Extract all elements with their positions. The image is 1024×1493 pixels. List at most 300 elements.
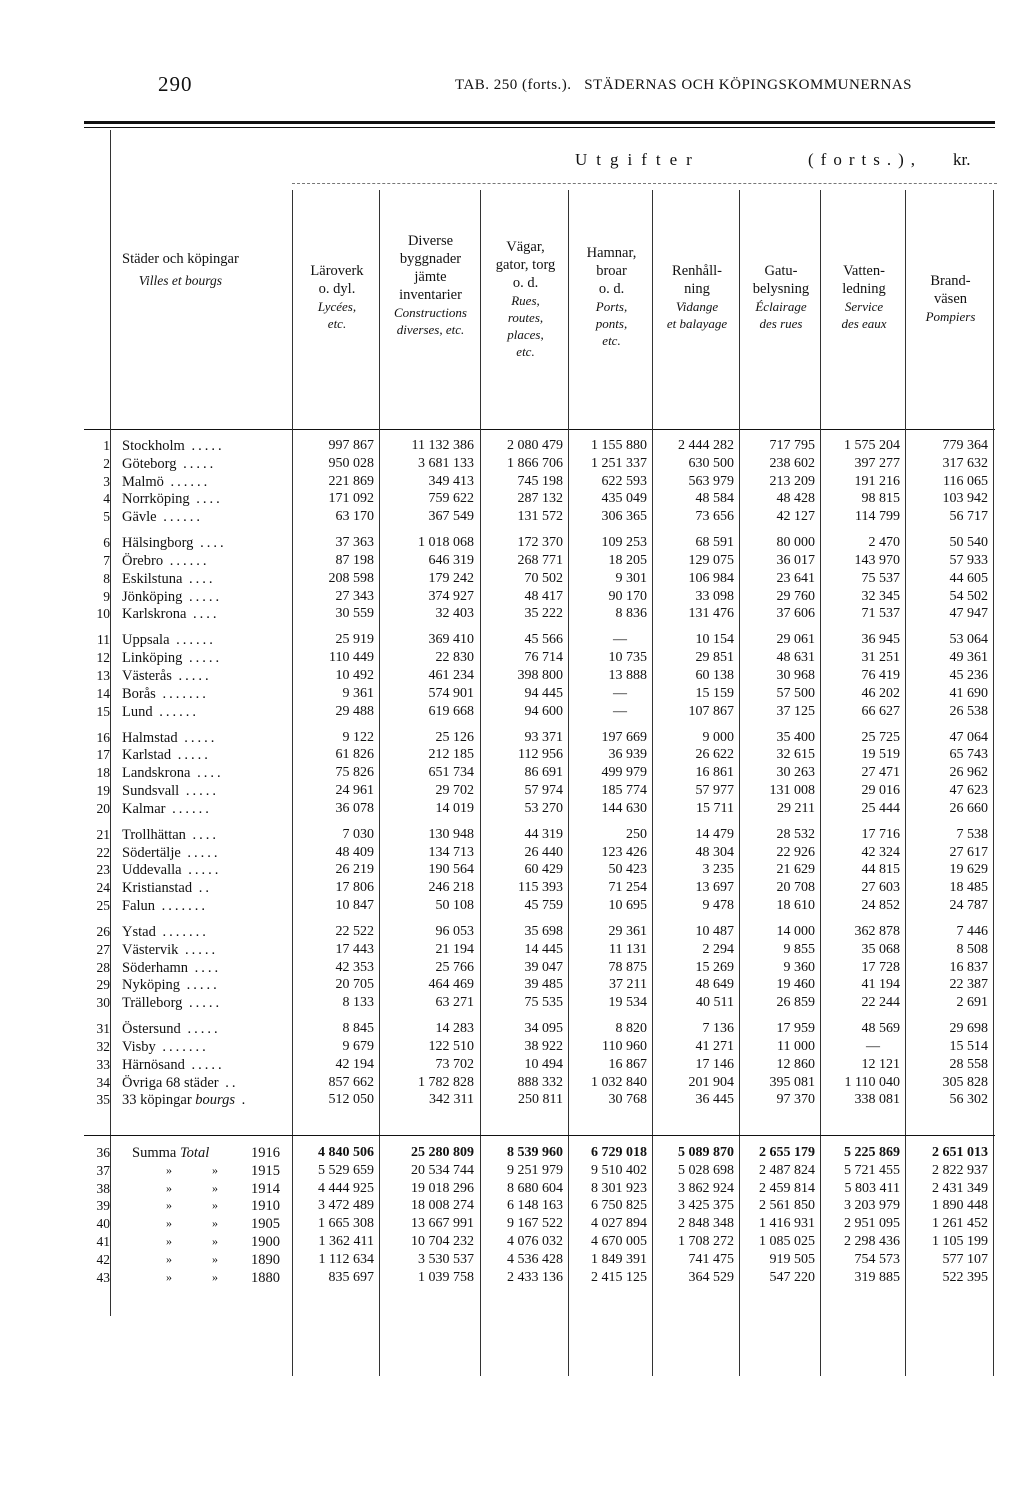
city-name	[122, 765, 224, 782]
table-cell: 997 867	[328, 438, 374, 453]
table-cell: 754 573	[854, 1251, 900, 1267]
col-sep	[993, 190, 994, 1376]
section-heading-forts: (forts.),	[808, 150, 922, 169]
table-cell: 15 269	[695, 959, 734, 975]
table-cell: 15 514	[949, 1039, 988, 1054]
ditto-mark: »	[212, 1216, 218, 1231]
city-name	[122, 880, 212, 897]
column-header-fr-line: Constructions	[394, 305, 467, 320]
city-label: Västervik	[122, 941, 179, 958]
column-header-fr-line: Vidange	[675, 299, 719, 314]
table-cell: 9 251 979	[507, 1162, 563, 1178]
city-name	[122, 553, 209, 570]
column-header-3	[480, 238, 571, 360]
row-number: 23	[96, 862, 110, 878]
city-name	[122, 509, 203, 526]
city-label: Stockholm	[122, 438, 185, 454]
table-cell: —	[613, 685, 627, 701]
table-cell: 48 417	[524, 588, 563, 604]
city-label: Hälsingborg	[122, 535, 194, 552]
row-number: 38	[96, 1180, 110, 1196]
table-cell: 367 549	[428, 509, 474, 525]
section-heading: Utgifter	[575, 150, 701, 169]
table-cell: 29 698	[949, 1021, 988, 1037]
city-label: Trälleborg	[122, 995, 183, 1012]
row-number: 9	[103, 588, 110, 604]
table-cell: 16 837	[949, 959, 988, 975]
table-cell: 26 660	[949, 800, 988, 816]
table-cell: 250 811	[518, 1092, 563, 1108]
row-number: 41	[96, 1234, 110, 1249]
city-name	[122, 491, 223, 508]
city-label: Ystad	[122, 924, 156, 940]
row-number: 24	[96, 880, 110, 896]
table-cell: 26 219	[335, 862, 374, 878]
ditto-mark: »	[166, 1251, 172, 1266]
row-number: 1	[103, 438, 110, 453]
row-number: 4	[103, 491, 110, 507]
column-header-5	[652, 262, 742, 332]
city-label: Kristianstad	[122, 880, 193, 897]
column-header-sv-line: o. d.	[512, 275, 539, 291]
table-cell: 50 423	[608, 862, 647, 878]
table-cell: 116 065	[943, 473, 988, 489]
column-header-4	[568, 244, 655, 349]
table-cell: 5 089 870	[678, 1145, 734, 1160]
column-header-sv-line: Diverse	[407, 233, 454, 249]
column-header-sv-line: byggnader	[399, 251, 462, 267]
leader-dots: .......	[155, 898, 209, 914]
table-cell: 10 494	[524, 1056, 563, 1072]
city-name	[122, 827, 219, 844]
table-cell: 10 487	[695, 924, 734, 939]
table-cell: 17 443	[335, 941, 374, 957]
table-cell: 1 251 337	[591, 455, 647, 471]
table-cell: 22 926	[776, 844, 815, 860]
table-cell: 32 345	[861, 588, 900, 604]
table-cell: 1 018 068	[418, 535, 474, 551]
table-cell: 2 431 349	[932, 1180, 988, 1196]
ditto-mark: »	[166, 1234, 172, 1248]
table-cell: 63 271	[435, 995, 474, 1011]
table-cell: 338 081	[854, 1092, 900, 1108]
table-cell: 397 277	[854, 455, 900, 471]
city-name	[122, 862, 221, 879]
city-name	[122, 704, 199, 721]
table-cell: 36 017	[776, 553, 815, 568]
total-year: 1900	[251, 1234, 280, 1250]
city-name	[122, 960, 221, 977]
table-cell: 342 311	[429, 1092, 474, 1108]
table-cell: 2 433 136	[507, 1269, 563, 1285]
table-cell: 268 771	[517, 553, 563, 568]
table-cell: 9 478	[702, 898, 734, 913]
table-cell: 17 728	[861, 959, 900, 975]
table-cell: 19 018 296	[411, 1180, 474, 1196]
table-cell: 41 271	[695, 1039, 734, 1054]
column-header-fr-line: diverses, etc.	[396, 322, 465, 337]
table-cell: 17 716	[861, 826, 900, 842]
table-cell: 3 425 375	[678, 1198, 734, 1214]
table-cell: 2 080 479	[507, 438, 563, 453]
leader-dots: ......	[152, 703, 199, 720]
table-cell: 6 148 163	[507, 1198, 563, 1214]
leader-dots: .......	[155, 685, 209, 702]
table-cell: 78 875	[608, 959, 647, 975]
table-cell: 107 867	[688, 703, 734, 719]
table-cell: 36 078	[335, 800, 374, 816]
table-cell: 759 622	[428, 491, 474, 507]
row-number: 8	[103, 570, 110, 586]
table-cell: 115 393	[518, 880, 563, 896]
ditto-mark: »	[166, 1216, 172, 1231]
table-cell: 2 655 179	[759, 1145, 815, 1160]
table-cell: 17 959	[776, 1021, 815, 1037]
leader-dots: ......	[163, 553, 210, 569]
table-cell: 73 656	[695, 509, 734, 525]
table-cell: 24 852	[861, 898, 900, 913]
column-header-sv-line: väsen	[933, 291, 967, 307]
leader-dots: .....	[180, 977, 220, 994]
table-cell: 221 869	[328, 473, 374, 489]
table-cell: 48 631	[776, 650, 815, 666]
table-cell: 349 413	[428, 473, 474, 489]
column-header-8	[905, 272, 996, 325]
row-number: 26	[96, 924, 110, 939]
row-number: 20	[96, 800, 110, 816]
column-header-fr-line: Service	[844, 299, 884, 314]
table-cell: 25 280 809	[411, 1145, 474, 1160]
city-label: Sundsvall	[122, 783, 180, 799]
table-cell: 33 098	[695, 588, 734, 604]
row-number: 18	[96, 765, 110, 781]
city-name	[122, 1021, 221, 1038]
ditto-mark: »	[212, 1162, 218, 1177]
table-cell: 369 410	[428, 632, 474, 648]
table-cell: 48 428	[776, 491, 815, 507]
table-cell: 32 615	[776, 747, 815, 763]
table-cell: 131 008	[769, 783, 815, 798]
city-name	[122, 650, 222, 667]
table-cell: 32 403	[435, 606, 474, 622]
city-label: Linköping	[122, 650, 183, 667]
table-cell: 10 847	[335, 898, 374, 913]
table-cell: 1 085 025	[759, 1234, 815, 1249]
table-cell: 14 000	[776, 924, 815, 939]
leader-dots: .....	[180, 1021, 221, 1038]
table-cell: 9 122	[342, 729, 374, 745]
table-cell: 27 343	[335, 588, 374, 604]
table-cell: 646 319	[428, 553, 474, 568]
row-number: 14	[96, 685, 110, 701]
table-cell: 38 922	[524, 1039, 563, 1054]
table-cell: 8 301 923	[591, 1180, 647, 1196]
table-cell: 9 679	[342, 1039, 374, 1054]
table-cell: 25 919	[335, 632, 374, 648]
table-cell: 619 668	[428, 703, 474, 719]
table-cell: 18 008 274	[411, 1198, 474, 1214]
table-cell: 29 488	[335, 703, 374, 719]
column-header-2	[379, 232, 482, 338]
row-number: 11	[97, 632, 110, 648]
column-header-sv-line: Hamnar,	[586, 245, 637, 261]
city-label: Jönköping	[122, 588, 183, 605]
table-cell: 48 649	[695, 977, 734, 993]
city-label: Västerås	[122, 668, 172, 684]
table-cell: 888 332	[517, 1074, 563, 1090]
section-unit: kr.	[953, 150, 971, 169]
row-number: 16	[96, 729, 110, 745]
table-cell: 3 472 489	[318, 1198, 374, 1214]
row-number: 3	[103, 473, 110, 489]
leader-dots: .....	[184, 438, 225, 454]
table-cell: 197 669	[601, 729, 647, 745]
city-name	[122, 801, 212, 818]
table-cell: 12 121	[861, 1056, 900, 1072]
table-cell: 12 860	[776, 1056, 815, 1072]
table-cell: 622 593	[601, 473, 647, 489]
row-number: 5	[103, 509, 110, 525]
table-cell: 2 848 348	[678, 1216, 734, 1232]
stub-header-sv: Städer och köpingar	[122, 251, 239, 267]
table-cell: 2 487 824	[759, 1162, 815, 1178]
table-cell: 35 068	[861, 941, 900, 957]
leader-dots: .....	[180, 844, 221, 861]
city-name	[122, 606, 220, 623]
table-cell: 86 691	[524, 765, 563, 781]
table-cell: 45 566	[524, 632, 563, 648]
table-cell: 15 711	[696, 800, 734, 816]
table-cell: 2 470	[868, 535, 900, 551]
table-cell: 36 445	[695, 1092, 734, 1108]
table-cell: 106 984	[688, 570, 734, 586]
leader-dots: ....	[185, 826, 220, 843]
table-cell: 19 534	[608, 995, 647, 1011]
ditto-mark: »	[166, 1198, 172, 1213]
table-cell: 1 112 634	[318, 1251, 374, 1267]
leader-dots: ......	[169, 632, 216, 649]
table-cell: 76 419	[861, 668, 900, 683]
city-name	[122, 1092, 248, 1109]
leader-dots: ....	[190, 765, 224, 782]
city-label: Malmö	[122, 473, 164, 490]
table-cell: 919 505	[769, 1251, 815, 1267]
ditto-mark: »	[166, 1162, 172, 1177]
leader-dots: .....	[171, 668, 212, 684]
table-cell: 24 787	[949, 898, 988, 913]
total-separator-rule	[84, 1135, 995, 1136]
city-name	[122, 747, 211, 764]
table-cell: 950 028	[328, 455, 374, 471]
table-cell: 3 530 537	[418, 1251, 474, 1267]
table-cell: 129 075	[688, 553, 734, 568]
table-cell: 3 862 924	[678, 1180, 734, 1196]
city-label: Karlskrona	[122, 606, 187, 623]
total-year: 1910	[251, 1198, 280, 1215]
column-header-6	[739, 262, 823, 332]
table-cell: 9 000	[702, 729, 734, 745]
table-cell: 2 444 282	[678, 438, 734, 453]
city-name	[122, 668, 212, 685]
table-cell: 5 529 659	[318, 1162, 374, 1178]
city-label-fr: bourgs	[195, 1092, 236, 1109]
table-cell: 42 324	[861, 844, 900, 860]
table-cell: 13 667 991	[411, 1216, 474, 1232]
total-year: 1880	[251, 1269, 280, 1286]
table-cell: 4 076 032	[507, 1234, 563, 1249]
column-header-7	[820, 262, 908, 332]
table-cell: 110 449	[329, 650, 374, 666]
table-cell: 26 538	[949, 703, 988, 719]
table-cell: 374 927	[428, 588, 474, 604]
table-cell: 30 968	[776, 668, 815, 683]
table-cell: —	[613, 632, 627, 648]
ditto-mark: »	[212, 1198, 218, 1213]
table-cell: 16 867	[608, 1056, 647, 1072]
table-cell: 21 194	[435, 941, 474, 957]
table-cell: 42 127	[776, 509, 815, 525]
city-label: Trollhättan	[122, 826, 186, 843]
table-cell: 577 107	[942, 1251, 988, 1267]
table-cell: 7 136	[702, 1021, 734, 1037]
table-cell: 499 979	[601, 765, 647, 781]
city-label: Lund	[122, 703, 153, 720]
row-number: 12	[96, 650, 110, 666]
table-cell: 134 713	[428, 844, 474, 860]
table-cell: 20 705	[335, 977, 374, 993]
city-label: Eskilstuna	[122, 570, 183, 587]
row-number: 34	[96, 1074, 110, 1090]
table-cell: 11 131	[609, 941, 647, 957]
table-cell: 87 198	[335, 553, 374, 568]
table-cell: 9 510 402	[591, 1162, 647, 1178]
row-number: 28	[96, 959, 110, 975]
table-cell: 36 945	[861, 632, 900, 648]
city-label: Södertälje	[122, 844, 181, 861]
table-cell: 26 859	[776, 995, 815, 1011]
table-cell: 717 795	[769, 438, 815, 453]
page-number: 290	[158, 72, 193, 96]
table-cell: 2 298 436	[844, 1234, 900, 1249]
table-cell: 26 962	[949, 765, 988, 781]
table-cell: 44 605	[949, 570, 988, 586]
table-cell: 1 416 931	[759, 1216, 815, 1232]
city-label: Söderhamn	[122, 959, 189, 976]
ditto-mark: »	[212, 1234, 218, 1248]
table-cell: 60 429	[524, 862, 563, 878]
row-number: 33	[96, 1056, 110, 1072]
col-sep	[110, 130, 111, 1316]
running-title: STÄDERNAS OCH KÖPINGSKOMMUNERNAS	[584, 77, 913, 93]
table-cell: 1 890 448	[932, 1198, 988, 1214]
city-name	[122, 589, 222, 606]
table-cell: 37 211	[609, 977, 647, 993]
table-cell: 26 440	[524, 844, 563, 860]
table-cell: 37 363	[335, 535, 374, 551]
table-cell: 512 050	[328, 1092, 374, 1108]
table-cell: 9 855	[783, 941, 815, 957]
table-cell: 19 519	[861, 747, 900, 763]
city-name	[122, 456, 216, 473]
table-cell: 16 861	[695, 765, 734, 781]
leader-dots: ....	[186, 606, 220, 623]
row-number: 25	[96, 898, 110, 913]
table-cell: 122 510	[428, 1039, 474, 1054]
column-header-sv-line: jämte	[414, 269, 447, 285]
table-cell: 1 261 452	[932, 1216, 988, 1232]
row-number: 7	[103, 553, 110, 568]
table-cell: 6 729 018	[591, 1145, 647, 1160]
table-cell: 112 956	[518, 747, 563, 763]
table-cell: 238 602	[769, 455, 815, 471]
table-cell: 9 360	[783, 959, 815, 975]
column-header-sv-line: Brand-	[930, 273, 971, 289]
table-cell: 35 698	[524, 924, 563, 939]
row-number: 17	[96, 747, 110, 763]
table-cell: 3 681 133	[418, 455, 474, 471]
table-cell: 14 445	[524, 941, 563, 957]
row-number: 40	[96, 1216, 110, 1232]
table-cell: 93 371	[524, 729, 563, 745]
table-cell: 171 092	[328, 491, 374, 507]
leader-dots: ......	[156, 509, 203, 526]
table-cell: 13 888	[608, 668, 647, 683]
table-cell: 53 064	[949, 632, 988, 648]
table-cell: 1 362 411	[318, 1234, 374, 1249]
city-name	[122, 474, 210, 491]
row-number: 43	[96, 1269, 110, 1285]
table-cell: 30 768	[608, 1092, 647, 1108]
table-cell: 5 028 698	[678, 1162, 734, 1178]
table-cell: 44 815	[861, 862, 900, 878]
table-cell: 5 721 455	[844, 1162, 900, 1178]
column-header-sv-line: gator, torg	[495, 257, 556, 273]
table-cell: 75 535	[524, 995, 563, 1011]
table-cell: 1 032 840	[591, 1074, 647, 1090]
city-label: Uddevalla	[122, 862, 182, 879]
table-cell: 37 125	[776, 703, 815, 719]
table-cell: 66 627	[861, 703, 900, 719]
table-cell: 4 536 428	[507, 1251, 563, 1267]
table-cell: 30 263	[776, 765, 815, 781]
city-label: Göteborg	[122, 455, 177, 472]
table-cell: 24 961	[335, 783, 374, 798]
stub-header	[122, 248, 239, 292]
table-cell: 57 974	[524, 783, 563, 798]
table-cell: 39 047	[524, 959, 563, 975]
table-cell: 15 159	[695, 685, 734, 701]
table-cell: 45 759	[524, 898, 563, 913]
table-cell: 4 027 894	[591, 1216, 647, 1232]
leader-dots: .....	[176, 455, 217, 472]
table-cell: 22 522	[335, 924, 374, 939]
column-header-sv-line: Vägar,	[506, 239, 545, 255]
table-cell: 19 460	[776, 977, 815, 993]
table-cell: 14 479	[695, 826, 734, 842]
table-cell: 46 202	[861, 685, 900, 701]
table-cell: 835 697	[328, 1269, 374, 1285]
table-cell: 94 600	[524, 703, 563, 719]
city-name	[122, 1057, 225, 1074]
table-cell: 50 108	[435, 898, 474, 913]
table-cell: 745 198	[517, 473, 563, 489]
city-name	[122, 924, 209, 941]
table-cell: 75 537	[861, 570, 900, 586]
table-cell: 9 361	[342, 685, 374, 701]
city-label: Visby	[122, 1039, 156, 1055]
table-cell: 110 960	[602, 1039, 647, 1054]
table-cell: 22 244	[861, 995, 900, 1011]
